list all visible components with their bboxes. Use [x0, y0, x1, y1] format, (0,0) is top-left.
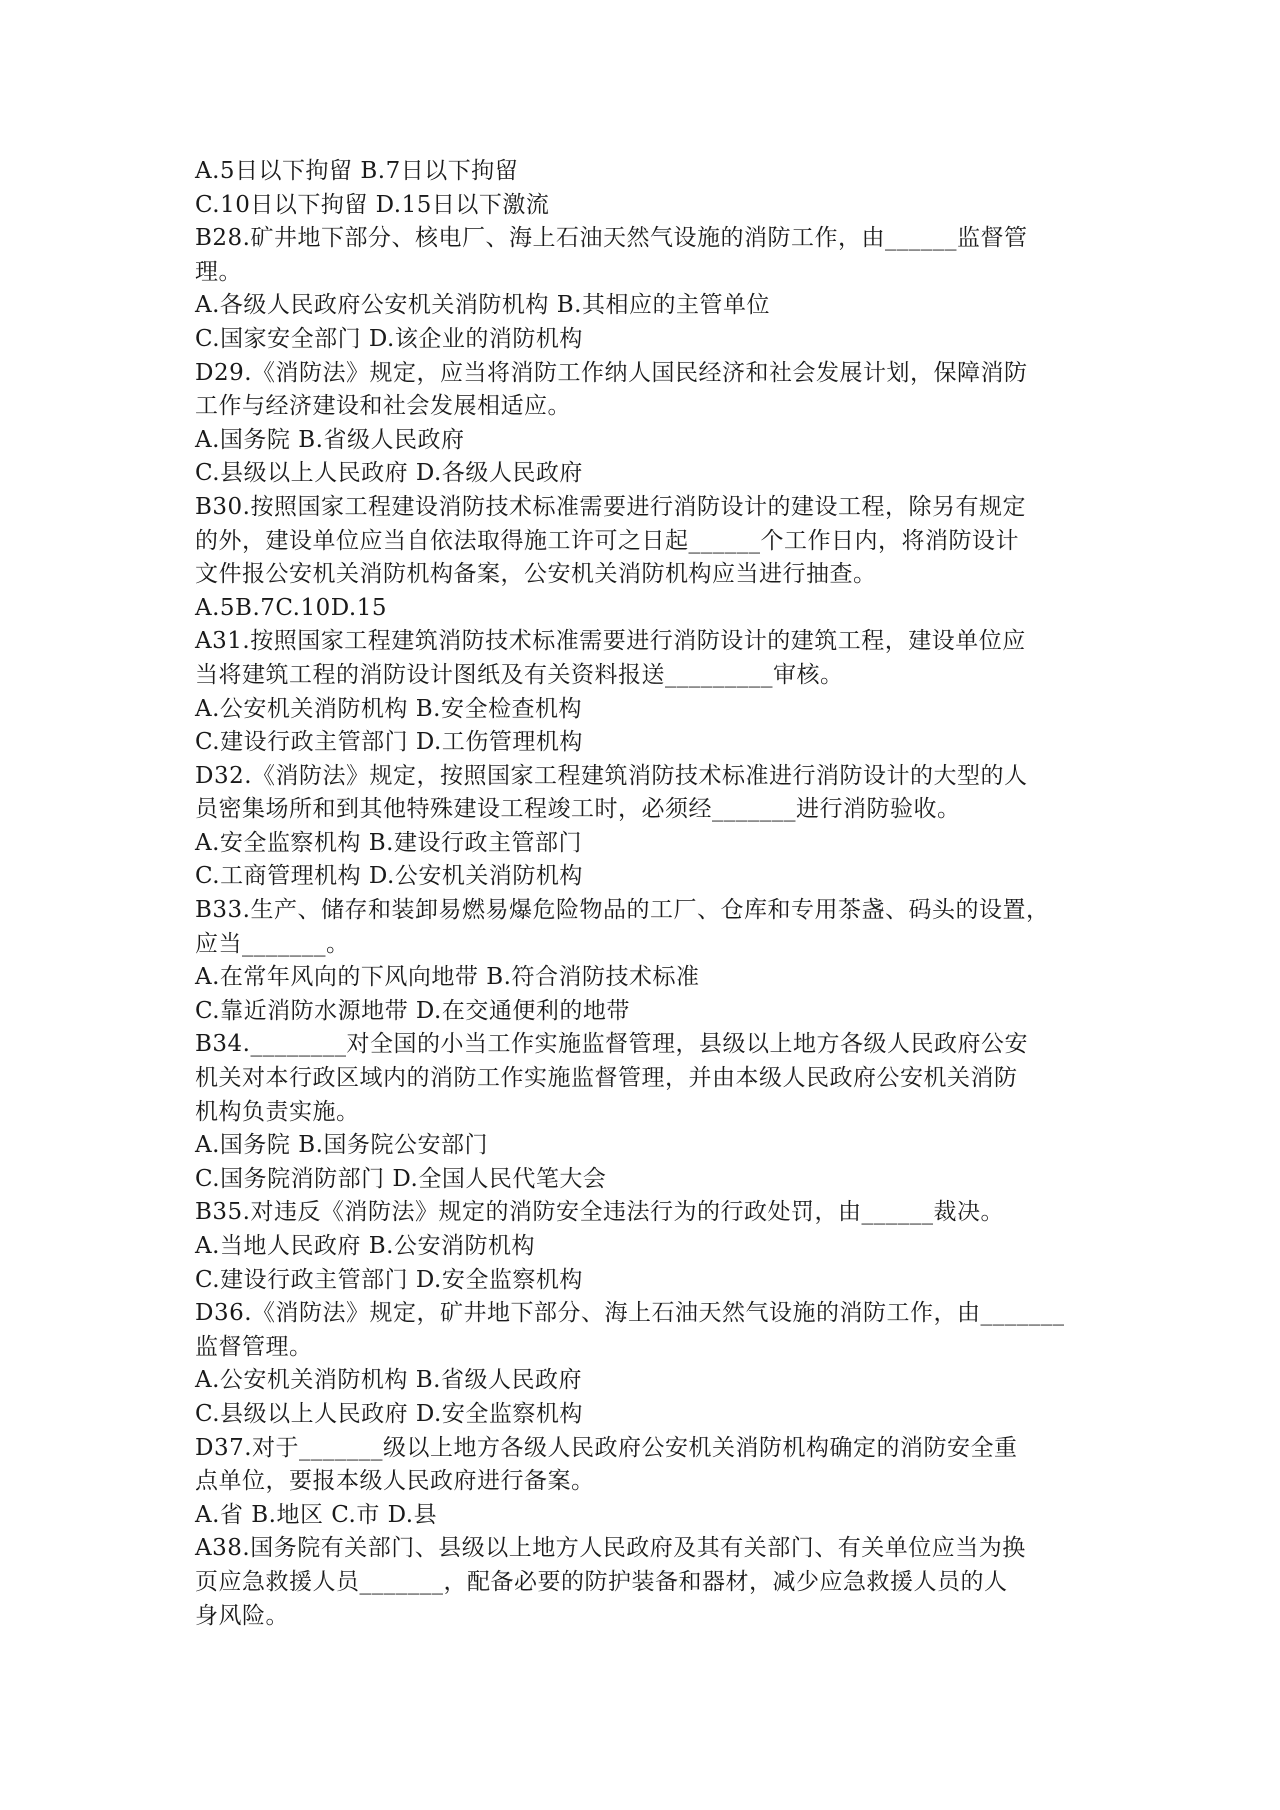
text-line: C.10日以下拘留 D.15日以下激流: [195, 191, 550, 218]
text-line: 身风险。: [195, 1602, 289, 1629]
text-line: 点单位，要报本级人民政府进行备案。: [195, 1468, 595, 1495]
text-line: D29.《消防法》规定，应当将消防工作纳人国民经济和社会发展计划，保障消防: [195, 359, 1028, 386]
text-line: C.国务院消防部门 D.全国人民代笔大会: [195, 1165, 607, 1192]
text-line: A.国务院 B.国务院公安部门: [195, 1132, 488, 1159]
text-line: 机关对本行政区域内的消防工作实施监督管理，并由本级人民政府公安机关消防: [195, 1065, 1018, 1092]
text-line: A.国务院 B.省级人民政府: [195, 426, 465, 453]
text-line: 监督管理。: [195, 1333, 313, 1360]
text-line: 理。: [195, 258, 242, 285]
text-line: B35.对违反《消防法》规定的消防安全违法行为的行政处罚，由______裁决。: [195, 1199, 1004, 1226]
text-line: 工作与经济建设和社会发展相适应。: [195, 393, 571, 420]
text-line: B33.生产、储存和装卸易燃易爆危险物品的工厂、仓库和专用茶盏、码头的设置，: [195, 897, 1050, 924]
text-line: A.公安机关消防机构 B.安全检查机构: [195, 695, 582, 722]
text-line: C.建设行政主管部门 D.工伤管理机构: [195, 729, 583, 756]
text-line: C.靠近消防水源地带 D.在交通便利的地带: [195, 997, 630, 1024]
text-line: A.各级人民政府公安机关消防机构 B.其相应的主管单位: [195, 292, 770, 319]
text-line: 机构负责实施。: [195, 1098, 360, 1125]
text-line: D32.《消防法》规定，按照国家工程建筑消防技术标准进行消防设计的大型的人: [195, 762, 1028, 789]
text-line: 员密集场所和到其他特殊建设工程竣工时，必须经_______进行消防验收。: [195, 796, 961, 823]
text-line: B30.按照国家工程建设消防技术标准需要进行消防设计的建设工程，除另有规定: [195, 493, 1026, 520]
text-line: 当将建筑工程的消防设计图纸及有关资料报送_________审核。: [195, 661, 844, 688]
text-line: A.5B.7C.10D.15: [195, 594, 387, 621]
text-line: A.公安机关消防机构 B.省级人民政府: [195, 1367, 582, 1394]
text-line: A31.按照国家工程建筑消防技术标准需要进行消防设计的建筑工程，建设单位应: [195, 628, 1026, 655]
text-line: C.县级以上人民政府 D.各级人民政府: [195, 460, 583, 487]
text-line: B34.________对全国的小当工作实施监督管理，县级以上地方各级人民政府公安: [195, 1031, 1028, 1058]
text-line: D37.对于_______级以上地方各级人民政府公安机关消防机构确定的消防安全重: [195, 1434, 1018, 1461]
text-line: B28.矿井地下部分、核电厂、海上石油天然气设施的消防工作，由______监督管: [195, 225, 1028, 252]
text-line: C.建设行政主管部门 D.安全监察机构: [195, 1266, 583, 1293]
text-line: 文件报公安机关消防机构备案，公安机关消防机构应当进行抽查。: [195, 561, 877, 588]
text-line: 页应急救援人员_______，配备必要的防护装备和器材，减少应急救援人员的人: [195, 1568, 1008, 1595]
text-line: 的外，建设单位应当自依法取得施工许可之日起______个工作日内，将消防设计: [195, 527, 1019, 554]
document-page: [195, 155, 1095, 1633]
text-line: A.当地人民政府 B.公安消防机构: [195, 1233, 535, 1259]
text-line: A38.国务院有关部门、县级以上地方人民政府及其有关部门、有关单位应当为换: [195, 1535, 1026, 1562]
text-line: A.5日以下拘留 B.7日以下拘留: [195, 158, 519, 184]
text-line: 应当_______。: [195, 930, 350, 957]
text-line: A.在常年风向的下风向地带 B.符合消防技术标准: [195, 964, 700, 991]
text-line: C.国家安全部门 D.该企业的消防机构: [195, 325, 583, 352]
text-line: D36.《消防法》规定，矿井地下部分、海上石油天然气设施的消防工作，由_______: [195, 1300, 1065, 1327]
text-line: C.工商管理机构 D.公安机关消防机构: [195, 863, 583, 890]
text-line: C.县级以上人民政府 D.安全监察机构: [195, 1400, 583, 1427]
text-line: A.安全监察机构 B.建设行政主管部门: [195, 829, 582, 856]
text-line: A.省 B.地区 C.市 D.县: [195, 1501, 438, 1528]
